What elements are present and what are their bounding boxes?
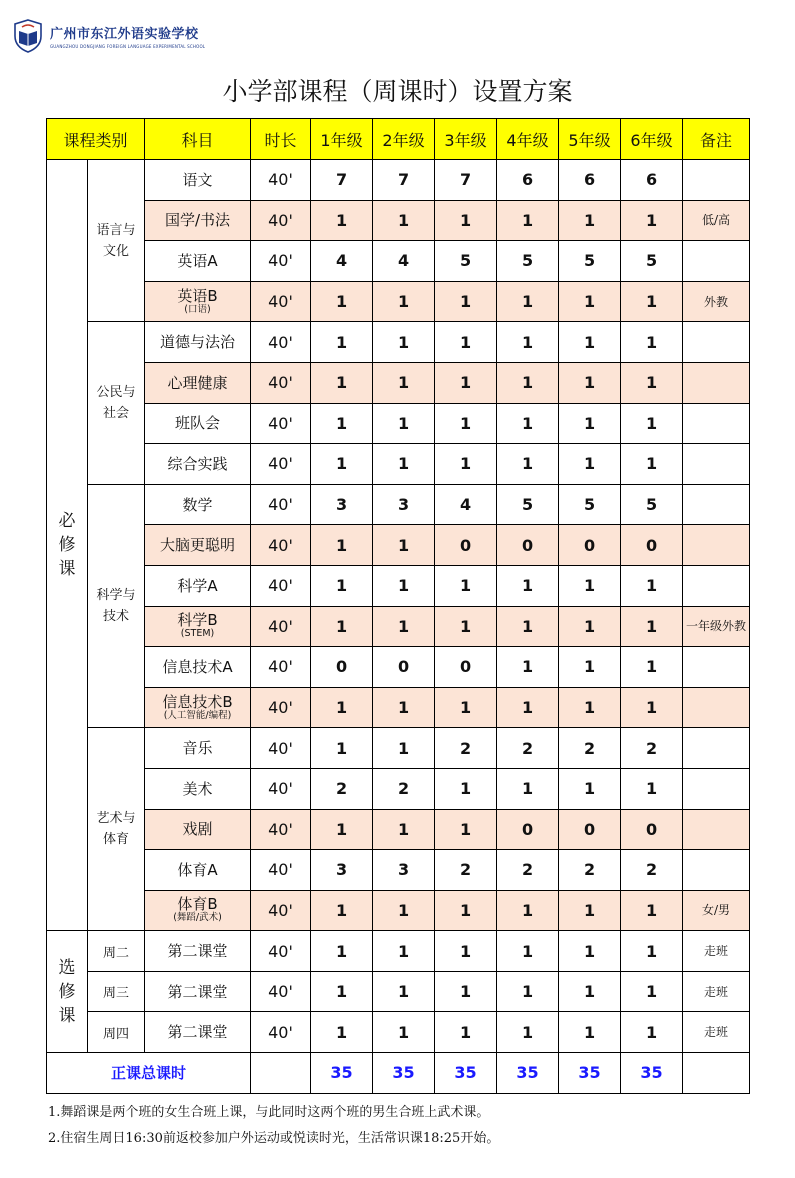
subject-subtitle: (STEM) [180, 628, 215, 640]
note-cell [683, 403, 750, 444]
note-cell: 一年级外教 [683, 606, 750, 647]
grade-cell: 2 [497, 850, 559, 891]
grade-cell: 1 [497, 890, 559, 931]
grade-cell: 2 [311, 768, 373, 809]
duration-cell: 40' [251, 484, 311, 525]
note-cell: 女/男 [683, 890, 750, 931]
grade-cell: 1 [621, 687, 683, 728]
duration-cell: 40' [251, 606, 311, 647]
subject-name: 国学/书法 [164, 211, 231, 230]
note-cell [683, 850, 750, 891]
subject-cell [145, 160, 251, 201]
footnote-1: 1.舞蹈课是两个班的女生合班上课，与此同时这两个班的男生合班上武术课。 [48, 1105, 490, 1120]
grade-cell: 1 [497, 322, 559, 363]
grade-cell: 2 [373, 768, 435, 809]
grade-cell: 1 [311, 606, 373, 647]
col-header-duration: 时长 [251, 119, 311, 160]
grade-cell: 1 [435, 200, 497, 241]
grade-cell: 1 [621, 647, 683, 688]
grade-cell: 1 [311, 362, 373, 403]
grade-cell: 1 [311, 322, 373, 363]
subject-cell [145, 687, 251, 728]
grade-cell: 1 [373, 687, 435, 728]
footnotes [48, 1100, 499, 1152]
grade-cell: 3 [311, 484, 373, 525]
grade-cell: 0 [497, 809, 559, 850]
subject-cell [145, 322, 251, 363]
grade-cell: 1 [435, 890, 497, 931]
grade-cell: 1 [311, 728, 373, 769]
duration-cell: 40' [251, 971, 311, 1012]
subject-subtitle: (舞蹈/武术) [173, 912, 222, 924]
subject-name: 语文 [182, 170, 213, 189]
grade-cell: 1 [497, 687, 559, 728]
grade-cell: 1 [373, 525, 435, 566]
grade-cell: 1 [621, 281, 683, 322]
total-cell: 35 [373, 1053, 435, 1094]
grade-cell: 1 [435, 606, 497, 647]
grade-cell: 1 [559, 647, 621, 688]
note-cell [683, 160, 750, 201]
day-cell: 周二 [88, 931, 145, 972]
grade-cell: 2 [621, 728, 683, 769]
grade-cell: 1 [559, 200, 621, 241]
grade-cell: 5 [497, 241, 559, 282]
grade-cell: 1 [621, 1012, 683, 1053]
grade-cell: 6 [559, 160, 621, 201]
subject-name: 大脑更聪明 [160, 536, 236, 555]
grade-cell: 1 [373, 362, 435, 403]
grade-cell: 2 [435, 728, 497, 769]
subject-cell [145, 444, 251, 485]
duration-cell: 40' [251, 281, 311, 322]
grade-cell: 5 [621, 241, 683, 282]
grade-cell: 1 [311, 200, 373, 241]
grade-cell: 1 [311, 1012, 373, 1053]
subject-name: 班队会 [175, 414, 221, 433]
subject-cell: 第二课堂 [145, 1012, 251, 1053]
col-header-note: 备注 [683, 119, 750, 160]
grade-cell: 1 [559, 322, 621, 363]
duration-cell: 40' [251, 931, 311, 972]
subject-cell [145, 890, 251, 931]
table-row [47, 728, 750, 769]
grade-cell: 2 [559, 728, 621, 769]
duration-cell: 40' [251, 444, 311, 485]
grade-cell: 1 [311, 931, 373, 972]
grade-cell: 1 [373, 809, 435, 850]
grade-cell: 1 [497, 200, 559, 241]
col-header-subject: 科目 [145, 119, 251, 160]
duration-cell: 40' [251, 200, 311, 241]
note-cell [683, 484, 750, 525]
subject-cell: 第二课堂 [145, 971, 251, 1012]
subject-name: 科学B [177, 611, 218, 630]
note-cell: 走班 [683, 931, 750, 972]
subject-name: 信息技术A [162, 657, 233, 676]
subject-name: 体育B [177, 895, 218, 914]
grade-cell: 1 [621, 971, 683, 1012]
subject-cell [145, 647, 251, 688]
note-cell: 低/高 [683, 200, 750, 241]
grade-cell: 1 [559, 971, 621, 1012]
grade-cell: 1 [497, 281, 559, 322]
grade-cell: 1 [497, 565, 559, 606]
table-row [47, 241, 750, 282]
note-cell [683, 241, 750, 282]
grade-cell: 2 [621, 850, 683, 891]
grade-cell: 1 [559, 362, 621, 403]
grade-cell: 1 [559, 281, 621, 322]
school-name: 广州市东江外语实验学校 [50, 27, 199, 42]
duration-cell: 40' [251, 322, 311, 363]
page-title: 小学部课程（周课时）设置方案 [222, 77, 573, 106]
subcategory-label: 艺术与体育 [96, 811, 136, 848]
grade-cell: 1 [435, 768, 497, 809]
note-cell [683, 362, 750, 403]
subject-cell [145, 850, 251, 891]
total-note-cell [683, 1053, 750, 1094]
table-row [47, 931, 750, 972]
total-row [47, 1053, 750, 1094]
grade-cell: 1 [559, 606, 621, 647]
grade-cell: 1 [621, 890, 683, 931]
table-row [47, 687, 750, 728]
total-cell: 35 [435, 1053, 497, 1094]
subject-name: 心理健康 [167, 373, 228, 392]
note-cell [683, 565, 750, 606]
total-cell: 35 [621, 1053, 683, 1094]
subject-name: 数学 [182, 495, 213, 514]
grade-cell: 1 [435, 322, 497, 363]
note-cell [683, 647, 750, 688]
duration-cell: 40' [251, 647, 311, 688]
grade-cell: 1 [497, 606, 559, 647]
table-row [47, 362, 750, 403]
col-header-grade4: 4年级 [497, 119, 559, 160]
grade-cell: 3 [373, 850, 435, 891]
subject-name: 英语A [177, 251, 218, 270]
col-header-grade5: 5年级 [559, 119, 621, 160]
grade-cell: 1 [373, 444, 435, 485]
subcategory-label: 语言与文化 [96, 222, 136, 259]
subject-name: 信息技术B [162, 692, 233, 711]
subject-cell [145, 525, 251, 566]
subject-subtitle: (口语) [184, 303, 211, 315]
subcategory [88, 160, 145, 322]
subcategory [88, 728, 145, 931]
subject-name: 英语B [177, 286, 218, 305]
grade-cell: 1 [621, 606, 683, 647]
grade-cell: 4 [311, 241, 373, 282]
grade-cell: 1 [559, 687, 621, 728]
grade-cell: 1 [435, 565, 497, 606]
grade-cell: 1 [311, 525, 373, 566]
note-cell: 走班 [683, 971, 750, 1012]
grade-cell: 1 [373, 606, 435, 647]
grade-cell: 0 [559, 525, 621, 566]
grade-cell: 1 [373, 890, 435, 931]
grade-cell: 1 [621, 200, 683, 241]
total-cell: 35 [497, 1053, 559, 1094]
day-cell: 周三 [88, 971, 145, 1012]
grade-cell: 7 [435, 160, 497, 201]
table-row [47, 403, 750, 444]
grade-cell: 1 [373, 200, 435, 241]
course-table [46, 118, 750, 1094]
total-label: 正课总课时 [47, 1053, 251, 1094]
grade-cell: 1 [311, 444, 373, 485]
grade-cell: 5 [497, 484, 559, 525]
grade-cell: 5 [435, 241, 497, 282]
grade-cell: 4 [435, 484, 497, 525]
subject-name: 戏剧 [182, 820, 213, 839]
table-row [47, 444, 750, 485]
grade-cell: 2 [559, 850, 621, 891]
grade-cell: 1 [621, 444, 683, 485]
note-cell [683, 444, 750, 485]
grade-cell: 1 [311, 687, 373, 728]
total-cell: 35 [559, 1053, 621, 1094]
duration-cell: 40' [251, 1012, 311, 1053]
grade-cell: 1 [497, 768, 559, 809]
grade-cell: 1 [435, 809, 497, 850]
col-header-grade2: 2年级 [373, 119, 435, 160]
school-name-en: GUANGZHOU DONGJIANG FOREIGN LANGUAGE EXPERIMENTAL SCHOOL [50, 44, 206, 49]
grade-cell: 1 [435, 444, 497, 485]
col-header-grade3: 3年级 [435, 119, 497, 160]
grade-cell: 1 [621, 403, 683, 444]
grade-cell: 1 [311, 809, 373, 850]
subcategory [88, 322, 145, 484]
grade-cell: 7 [373, 160, 435, 201]
grade-cell: 1 [497, 1012, 559, 1053]
duration-cell: 40' [251, 565, 311, 606]
grade-cell: 0 [559, 809, 621, 850]
grade-cell: 0 [621, 525, 683, 566]
grade-cell: 5 [621, 484, 683, 525]
subject-cell [145, 403, 251, 444]
grade-cell: 0 [435, 525, 497, 566]
duration-cell: 40' [251, 890, 311, 931]
grade-cell: 6 [497, 160, 559, 201]
grade-cell: 1 [559, 444, 621, 485]
subject-cell [145, 768, 251, 809]
grade-cell: 1 [435, 1012, 497, 1053]
duration-cell: 40' [251, 525, 311, 566]
category-required-label: 必修课 [58, 511, 76, 580]
subject-name: 综合实践 [167, 454, 228, 473]
grade-cell: 1 [621, 362, 683, 403]
grade-cell: 1 [621, 768, 683, 809]
grade-cell: 1 [311, 565, 373, 606]
grade-cell: 0 [373, 647, 435, 688]
category-elective-label: 选修课 [58, 957, 76, 1026]
category-elective [47, 931, 88, 1053]
grade-cell: 1 [311, 890, 373, 931]
grade-cell: 3 [311, 850, 373, 891]
grade-cell: 1 [559, 565, 621, 606]
grade-cell: 1 [497, 403, 559, 444]
grade-cell: 0 [621, 809, 683, 850]
grade-cell: 1 [373, 565, 435, 606]
day-cell: 周四 [88, 1012, 145, 1053]
total-duration-cell [251, 1053, 311, 1094]
grade-cell: 1 [373, 403, 435, 444]
duration-cell: 40' [251, 160, 311, 201]
grade-cell: 1 [559, 931, 621, 972]
note-cell [683, 809, 750, 850]
subject-name: 道德与法治 [160, 333, 236, 352]
grade-cell: 7 [311, 160, 373, 201]
table-row [47, 322, 750, 363]
col-header-grade6: 6年级 [621, 119, 683, 160]
note-cell [683, 525, 750, 566]
grade-cell: 1 [559, 890, 621, 931]
grade-cell: 1 [559, 403, 621, 444]
note-cell [683, 322, 750, 363]
subject-subtitle: (人工智能/编程) [163, 709, 232, 721]
duration-cell: 40' [251, 768, 311, 809]
subject-cell [145, 200, 251, 241]
grade-cell: 3 [373, 484, 435, 525]
grade-cell: 1 [621, 565, 683, 606]
grade-cell: 5 [559, 484, 621, 525]
table-row [47, 281, 750, 322]
note-cell [683, 728, 750, 769]
grade-cell: 1 [435, 281, 497, 322]
footnote-2: 2.住宿生周日16:30前返校参加户外运动或悦读时光，生活常识课18:25开始。 [48, 1131, 500, 1146]
grade-cell: 1 [373, 728, 435, 769]
subcategory [88, 484, 145, 728]
note-cell: 走班 [683, 1012, 750, 1053]
subject-cell [145, 728, 251, 769]
duration-cell: 40' [251, 362, 311, 403]
grade-cell: 4 [373, 241, 435, 282]
category-required [47, 160, 88, 931]
duration-cell: 40' [251, 809, 311, 850]
subcategory-label: 公民与社会 [96, 385, 136, 422]
grade-cell: 1 [497, 647, 559, 688]
grade-cell: 1 [497, 444, 559, 485]
subject-cell [145, 606, 251, 647]
table-row [47, 200, 750, 241]
grade-cell: 1 [435, 931, 497, 972]
table-row [47, 971, 750, 1012]
grade-cell: 1 [559, 768, 621, 809]
subject-cell [145, 565, 251, 606]
table-row [47, 484, 750, 525]
grade-cell: 1 [373, 281, 435, 322]
col-header-category: 课程类别 [47, 119, 145, 160]
grade-cell: 1 [435, 362, 497, 403]
subject-cell: 第二课堂 [145, 931, 251, 972]
table-row [47, 606, 750, 647]
note-cell [683, 768, 750, 809]
subject-name: 美术 [182, 779, 213, 798]
grade-cell: 1 [435, 403, 497, 444]
grade-cell: 2 [435, 850, 497, 891]
subject-name: 音乐 [182, 739, 213, 758]
table-row [47, 160, 750, 201]
grade-cell: 0 [311, 647, 373, 688]
table-row [47, 647, 750, 688]
grade-cell: 1 [373, 322, 435, 363]
grade-cell: 0 [435, 647, 497, 688]
grade-cell: 1 [373, 971, 435, 1012]
subject-cell [145, 484, 251, 525]
grade-cell: 1 [373, 1012, 435, 1053]
school-logo-icon [14, 19, 42, 53]
grade-cell: 1 [497, 362, 559, 403]
subject-cell [145, 362, 251, 403]
table-row [47, 525, 750, 566]
duration-cell: 40' [251, 728, 311, 769]
grade-cell: 1 [621, 931, 683, 972]
school-header [14, 16, 205, 56]
grade-cell: 1 [497, 971, 559, 1012]
grade-cell: 1 [559, 1012, 621, 1053]
grade-cell: 1 [311, 403, 373, 444]
table-row [47, 809, 750, 850]
subject-name: 体育A [177, 860, 218, 879]
grade-cell: 2 [497, 728, 559, 769]
note-cell: 外教 [683, 281, 750, 322]
duration-cell: 40' [251, 687, 311, 728]
col-header-grade1: 1年级 [311, 119, 373, 160]
subject-cell [145, 809, 251, 850]
grade-cell: 0 [497, 525, 559, 566]
grade-cell: 1 [435, 687, 497, 728]
duration-cell: 40' [251, 241, 311, 282]
duration-cell: 40' [251, 850, 311, 891]
total-cell: 35 [311, 1053, 373, 1094]
subject-cell [145, 241, 251, 282]
subcategory-label: 科学与技术 [96, 588, 136, 625]
table-header-row [47, 119, 750, 160]
table-row [47, 565, 750, 606]
duration-cell: 40' [251, 403, 311, 444]
grade-cell: 1 [497, 931, 559, 972]
grade-cell: 5 [559, 241, 621, 282]
grade-cell: 1 [311, 971, 373, 1012]
subject-cell [145, 281, 251, 322]
table-row [47, 850, 750, 891]
grade-cell: 1 [311, 281, 373, 322]
subject-name: 科学A [177, 576, 218, 595]
grade-cell: 6 [621, 160, 683, 201]
grade-cell: 1 [435, 971, 497, 1012]
grade-cell: 1 [373, 931, 435, 972]
table-row [47, 768, 750, 809]
table-row [47, 890, 750, 931]
table-row [47, 1012, 750, 1053]
note-cell [683, 687, 750, 728]
grade-cell: 1 [621, 322, 683, 363]
